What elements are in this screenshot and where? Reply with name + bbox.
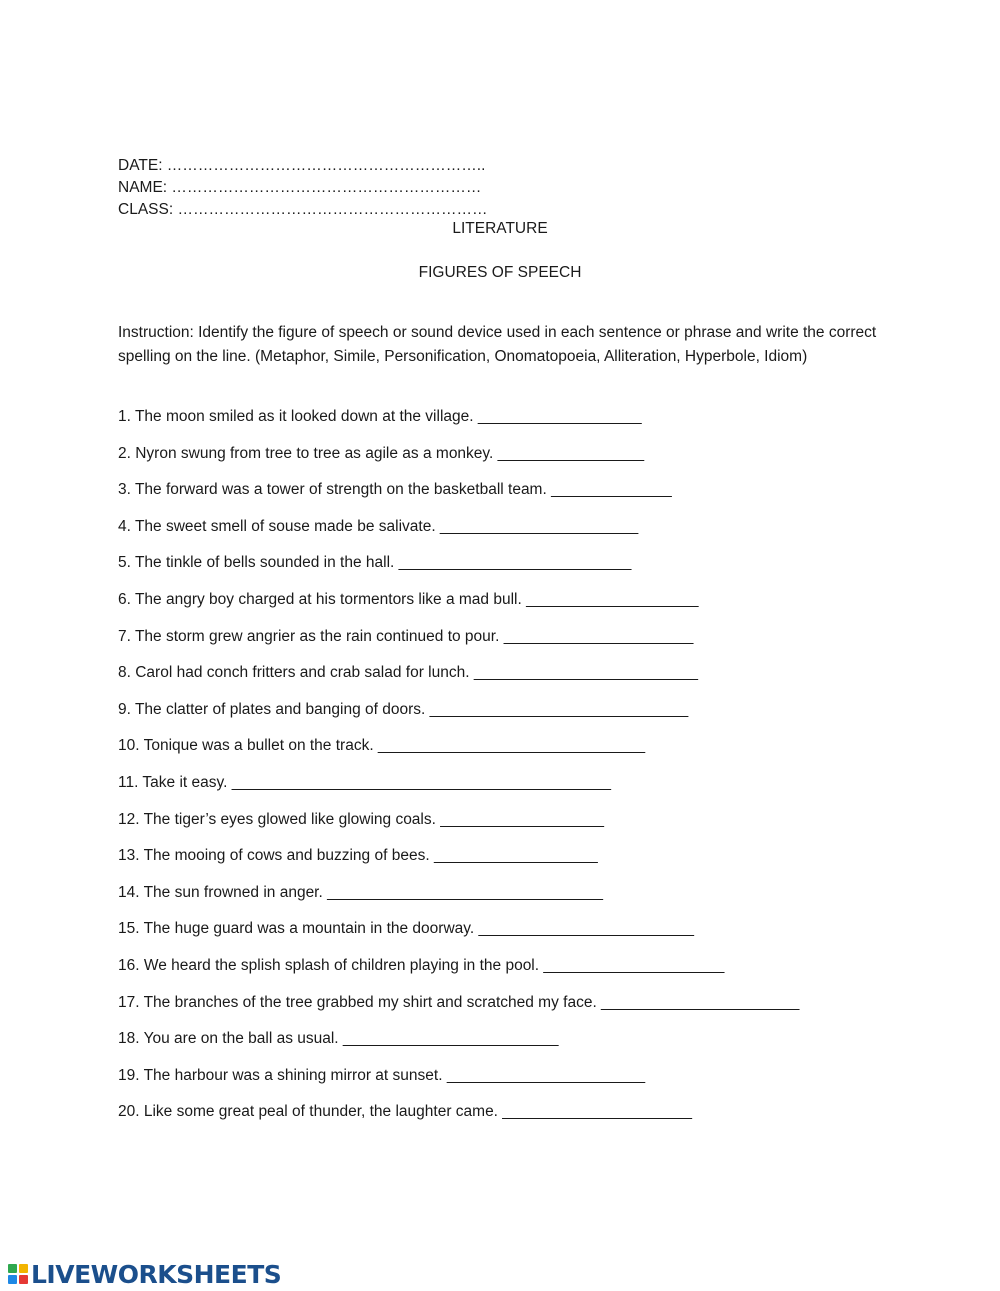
topic-heading: FIGURES OF SPEECH [418, 264, 582, 281]
question-item: 15. The huge guard was a mountain in the doorway. _________________________ [118, 920, 694, 938]
question-item: 2. Nyron swung from tree to tree as agile as a monkey. _________________ [118, 444, 645, 462]
question-item: 17. The branches of the tree grabbed my shirt and scratched my face. _______________________ [118, 993, 800, 1011]
question-item: 7. The storm grew angrier as the rain continued to pour. ______________________ [118, 627, 694, 645]
question-item: 9. The clatter of plates and banging of doors. ______________________________ [118, 700, 689, 718]
question-item: 3. The forward was a tower of strength on the basketball team. ______________ [118, 481, 672, 499]
question-item: 20. Like some great peal of thunder, the laughter came. ______________________ [118, 1103, 692, 1121]
header-fields [118, 155, 487, 221]
question-item: 1. The moon smiled as it looked down at the village. ___________________ [118, 408, 642, 425]
date-field: DATE: …………………………………………………….. [118, 157, 486, 174]
question-item: 19. The harbour was a shining mirror at sunset. _______________________ [118, 1066, 646, 1084]
question-item: 18. You are on the ball as usual. _________________________ [118, 1030, 559, 1048]
logo-mark-square [19, 1275, 28, 1284]
question-item: 8. Carol had conch fritters and crab salad for lunch. __________________________ [118, 664, 698, 682]
logo-mark-icon [8, 1264, 28, 1284]
instruction-text: Instruction: Identify the figure of speech or sound device used in each sentence or phrase and write the correct spelling on the line. (Metaphor, Simile, Personification, Onomatopoeia, Alliteration, Hyperbole, Idiom) [118, 324, 877, 365]
question-item: 12. The tiger’s eyes glowed like glowing coals. ___________________ [118, 810, 605, 828]
logo-mark-square [8, 1264, 17, 1273]
liveworksheets-logo [8, 1259, 281, 1289]
class-field: CLASS: …………………………………………………… [118, 201, 488, 218]
question-item: 11. Take it easy. ____________________________________________ [118, 773, 612, 791]
question-item: 14. The sun frowned in anger. ________________________________ [118, 883, 603, 901]
question-item: 5. The tinkle of bells sounded in the hall. ___________________________ [118, 554, 632, 572]
question-list [118, 405, 938, 1137]
name-field: NAME: …………………………………………………… [118, 179, 482, 196]
question-item: 10. Tonique was a bullet on the track. _______________________________ [118, 737, 646, 755]
logo-mark-square [8, 1275, 17, 1284]
logo-mark-square [19, 1264, 28, 1273]
question-item: 6. The angry boy charged at his tormentors like a mad bull. ____________________ [118, 590, 699, 608]
question-item: 16. We heard the splish splash of children playing in the pool. _____________________ [118, 956, 725, 974]
question-item: 13. The mooing of cows and buzzing of bees. ___________________ [118, 847, 598, 865]
logo-text: LIVEWORKSHEETS [31, 1259, 282, 1289]
subject-heading: LITERATURE [452, 220, 548, 237]
question-item: 4. The sweet smell of souse made be salivate. _______________________ [118, 517, 639, 535]
